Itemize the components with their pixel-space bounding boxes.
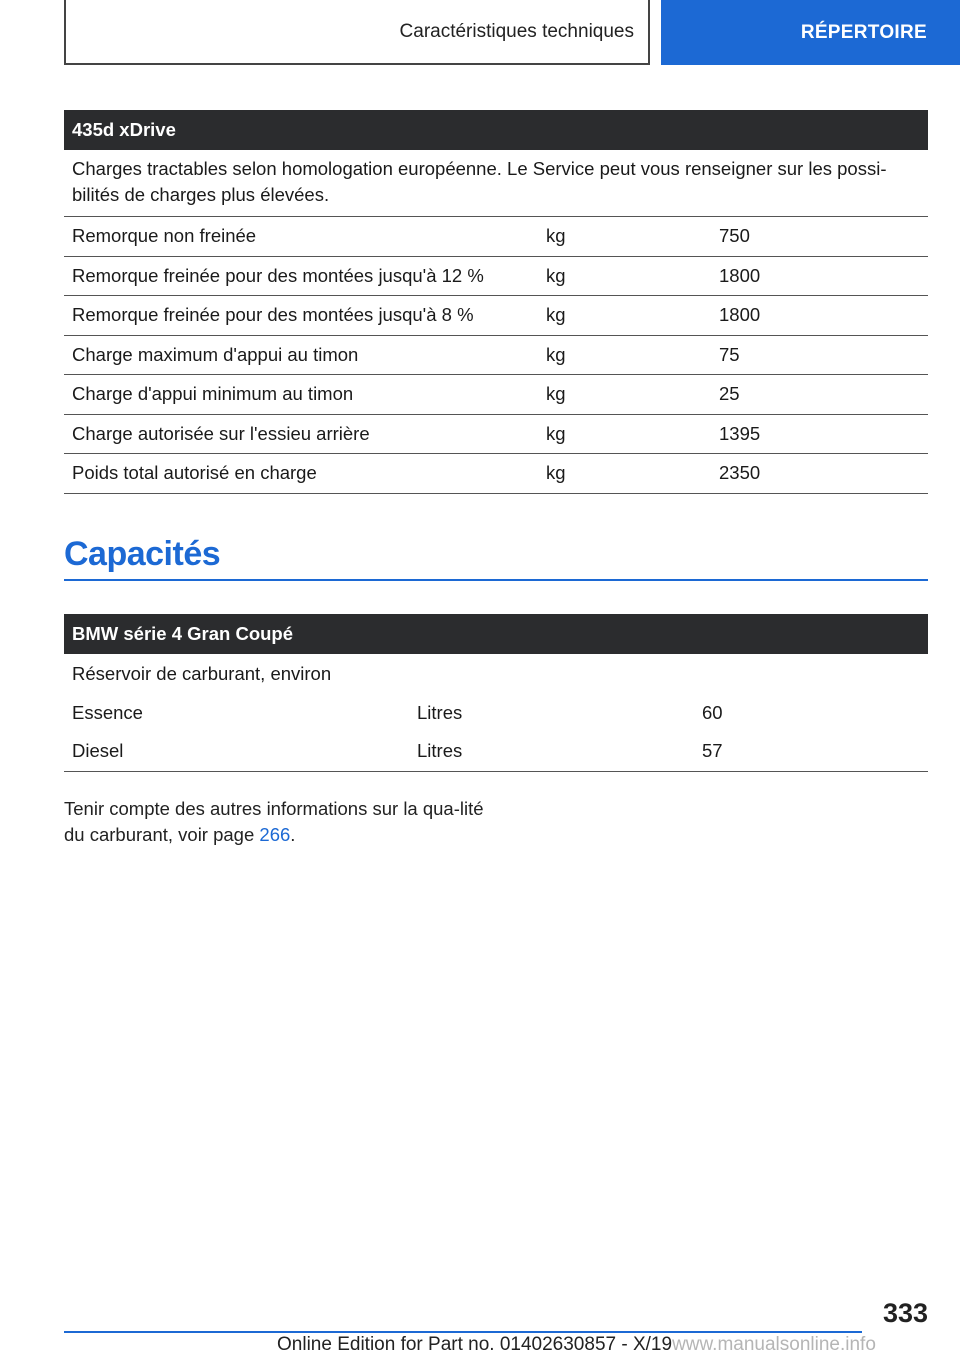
row-unit: Litres: [417, 701, 463, 723]
table-row: [64, 296, 928, 336]
row-unit: Litres: [409, 732, 694, 771]
table-row: [64, 732, 928, 771]
row-label: Remorque freinée pour des montées jusqu'à 8 %: [64, 296, 538, 336]
row-label: Poids total autorisé en charge: [64, 454, 538, 494]
table-row: [64, 256, 928, 296]
page-reference-link[interactable]: 266: [259, 824, 291, 845]
note-text: Tenir compte des autres informations sur la qua-lité du carburant, voir page: [64, 798, 484, 845]
row-value: 1800: [711, 256, 928, 296]
row-value: 60: [702, 701, 723, 723]
row-label: Diesel: [64, 732, 409, 771]
towing-loads-table: [64, 110, 928, 494]
row-value: 75: [711, 335, 928, 375]
table-description-row: [64, 150, 928, 217]
row-label: Charge maximum d'appui au timon: [64, 335, 538, 375]
row-value: 750: [711, 217, 928, 257]
row-unit: kg: [538, 375, 711, 415]
table-description: Charges tractables selon homologation européenne. Le Service peut vous renseigner sur les possi-bilités de charges plus élevées.: [64, 150, 928, 217]
table-row: [64, 414, 928, 454]
footer-edition: [277, 1334, 876, 1356]
header-index-label: RÉPERTOIRE: [800, 21, 927, 43]
row-unit: kg: [538, 454, 711, 494]
capacities-table: [64, 614, 928, 772]
table-header-row: [64, 110, 928, 150]
row-value: 1395: [711, 414, 928, 454]
row-unit: kg: [538, 256, 711, 296]
table-row: [64, 217, 928, 257]
header-section-tab[interactable]: [64, 0, 650, 65]
fuel-quality-note: [64, 796, 494, 848]
page-number: 333: [882, 1298, 928, 1328]
table-row: [64, 375, 928, 415]
row-value: 57: [694, 732, 928, 771]
row-unit: kg: [538, 217, 711, 257]
row-label: Remorque non freinée: [64, 217, 538, 257]
row-value: 25: [711, 375, 928, 415]
table-row: [64, 454, 928, 494]
table-row: [64, 335, 928, 375]
footer-watermark: www.manualsonline.info: [672, 1334, 876, 1355]
table-subtitle: Réservoir de carburant, environ: [72, 662, 332, 684]
row-value: 2350: [711, 454, 928, 494]
table-title: 435d xDrive: [64, 110, 928, 150]
row-unit: kg: [538, 414, 711, 454]
row-unit: kg: [538, 335, 711, 375]
section-heading-capacities: [64, 535, 928, 581]
row-unit: kg: [538, 296, 711, 336]
section-heading-text: Capacités: [64, 535, 221, 573]
row-label: Essence: [72, 701, 143, 723]
table-header-row: [64, 614, 928, 654]
header-index-tab[interactable]: [661, 0, 960, 65]
row-value: 1800: [711, 296, 928, 336]
footer-divider: [64, 1331, 862, 1333]
note-suffix: .: [290, 824, 296, 845]
row-label: Charge d'appui minimum au timon: [64, 375, 538, 415]
table-row: [64, 693, 928, 732]
header-section-label: Caractéristiques techniques: [399, 20, 634, 42]
table-title: BMW série 4 Gran Coupé: [64, 614, 928, 654]
row-label: Remorque freinée pour des montées jusqu'à 12 %: [64, 256, 538, 296]
table-subtitle-row: [64, 654, 928, 693]
footer-edition-text: Online Edition for Part no. 01402630857 - X/19: [277, 1334, 673, 1355]
row-label: Charge autorisée sur l'essieu arrière: [64, 414, 538, 454]
